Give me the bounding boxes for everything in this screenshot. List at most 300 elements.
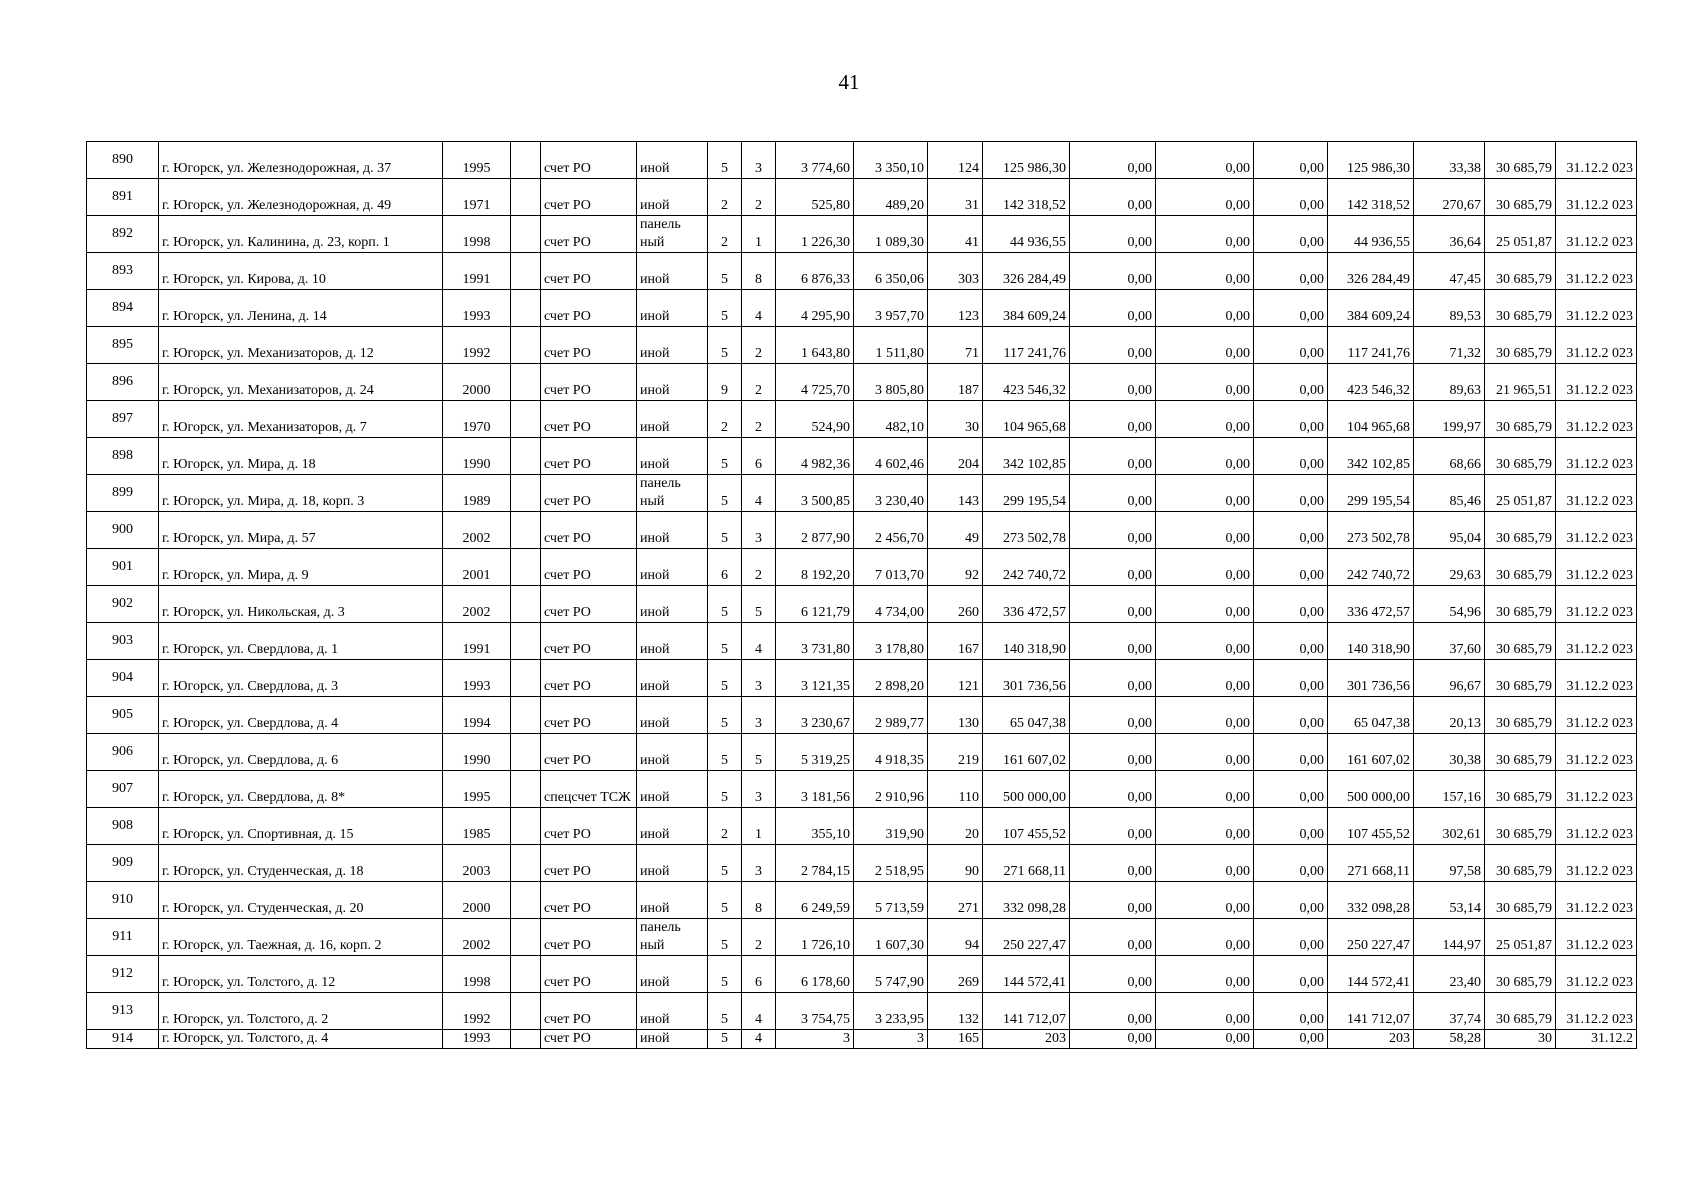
entrances-cell: 2 bbox=[742, 327, 776, 364]
row-number: 897 bbox=[87, 401, 159, 438]
funding-3-cell: 0,00 bbox=[1254, 512, 1328, 549]
total-area-cell: 6 249,59 bbox=[776, 882, 854, 919]
funding-1-cell: 0,00 bbox=[1070, 438, 1156, 475]
cost-per-m2-cell: 95,04 bbox=[1414, 512, 1485, 549]
residents-cell: 41 bbox=[928, 216, 983, 253]
cost-per-m2-cell: 68,66 bbox=[1414, 438, 1485, 475]
row-number: 900 bbox=[87, 512, 159, 549]
year-cell: 1991 bbox=[443, 253, 511, 290]
owners-cost-cell: 65 047,38 bbox=[1328, 697, 1414, 734]
owners-cost-cell: 336 472,57 bbox=[1328, 586, 1414, 623]
deadline-cell: 31.12.2 023 bbox=[1556, 142, 1637, 179]
deadline-cell: 31.12.2 023 bbox=[1556, 290, 1637, 327]
funding-1-cell: 0,00 bbox=[1070, 660, 1156, 697]
floors-cell: 5 bbox=[708, 475, 742, 512]
blank-cell bbox=[511, 142, 541, 179]
living-area-cell: 3 178,80 bbox=[854, 623, 928, 660]
residents-cell: 121 bbox=[928, 660, 983, 697]
cost-per-m2-cell: 270,67 bbox=[1414, 179, 1485, 216]
limit-cost-cell: 30 685,79 bbox=[1485, 808, 1556, 845]
wall-material-cell: панель ный bbox=[637, 216, 708, 253]
address-cell: г. Югорск, ул. Свердлова, д. 8* bbox=[159, 771, 443, 808]
funding-1-cell: 0,00 bbox=[1070, 253, 1156, 290]
cost-per-m2-cell: 96,67 bbox=[1414, 660, 1485, 697]
cost-per-m2-cell: 29,63 bbox=[1414, 549, 1485, 586]
account-type-cell: счет РО bbox=[541, 623, 637, 660]
funding-1-cell: 0,00 bbox=[1070, 364, 1156, 401]
residents-cell: 167 bbox=[928, 623, 983, 660]
wall-material-cell: иной bbox=[637, 438, 708, 475]
funding-1-cell: 0,00 bbox=[1070, 216, 1156, 253]
row-number: 904 bbox=[87, 660, 159, 697]
limit-cost-cell: 25 051,87 bbox=[1485, 475, 1556, 512]
table-row bbox=[87, 438, 1637, 475]
row-number: 896 bbox=[87, 364, 159, 401]
total-cost-cell: 336 472,57 bbox=[983, 586, 1070, 623]
living-area-cell: 3 350,10 bbox=[854, 142, 928, 179]
address-cell: г. Югорск, ул. Кирова, д. 10 bbox=[159, 253, 443, 290]
residents-cell: 130 bbox=[928, 697, 983, 734]
cost-per-m2-cell: 302,61 bbox=[1414, 808, 1485, 845]
owners-cost-cell: 104 965,68 bbox=[1328, 401, 1414, 438]
floors-cell: 5 bbox=[708, 771, 742, 808]
table-row bbox=[87, 401, 1637, 438]
living-area-cell: 1 607,30 bbox=[854, 919, 928, 956]
address-cell: г. Югорск, ул. Свердлова, д. 3 bbox=[159, 660, 443, 697]
row-number: 892 bbox=[87, 216, 159, 253]
account-type-cell: счет РО bbox=[541, 253, 637, 290]
table-row bbox=[87, 993, 1637, 1030]
limit-cost-cell: 30 bbox=[1485, 1030, 1556, 1049]
cost-per-m2-cell: 53,14 bbox=[1414, 882, 1485, 919]
address-cell: г. Югорск, ул. Железнодорожная, д. 37 bbox=[159, 142, 443, 179]
year-cell: 2000 bbox=[443, 364, 511, 401]
entrances-cell: 2 bbox=[742, 179, 776, 216]
address-cell: г. Югорск, ул. Свердлова, д. 4 bbox=[159, 697, 443, 734]
row-number: 911 bbox=[87, 919, 159, 956]
floors-cell: 5 bbox=[708, 919, 742, 956]
residents-cell: 49 bbox=[928, 512, 983, 549]
funding-3-cell: 0,00 bbox=[1254, 364, 1328, 401]
table-row bbox=[87, 845, 1637, 882]
deadline-cell: 31.12.2 023 bbox=[1556, 623, 1637, 660]
address-cell: г. Югорск, ул. Механизаторов, д. 7 bbox=[159, 401, 443, 438]
limit-cost-cell: 30 685,79 bbox=[1485, 179, 1556, 216]
address-cell: г. Югорск, ул. Толстого, д. 4 bbox=[159, 1030, 443, 1049]
year-cell: 1994 bbox=[443, 697, 511, 734]
funding-1-cell: 0,00 bbox=[1070, 401, 1156, 438]
total-cost-cell: 44 936,55 bbox=[983, 216, 1070, 253]
blank-cell bbox=[511, 438, 541, 475]
limit-cost-cell: 30 685,79 bbox=[1485, 142, 1556, 179]
funding-2-cell: 0,00 bbox=[1156, 623, 1254, 660]
wall-material-cell: иной bbox=[637, 882, 708, 919]
table-row bbox=[87, 660, 1637, 697]
funding-3-cell: 0,00 bbox=[1254, 142, 1328, 179]
row-number: 891 bbox=[87, 179, 159, 216]
cost-per-m2-cell: 144,97 bbox=[1414, 919, 1485, 956]
living-area-cell: 2 910,96 bbox=[854, 771, 928, 808]
entrances-cell: 1 bbox=[742, 216, 776, 253]
funding-3-cell: 0,00 bbox=[1254, 1030, 1328, 1049]
row-number: 903 bbox=[87, 623, 159, 660]
residents-cell: 204 bbox=[928, 438, 983, 475]
table-row bbox=[87, 956, 1637, 993]
address-cell: г. Югорск, ул. Механизаторов, д. 24 bbox=[159, 364, 443, 401]
blank-cell bbox=[511, 364, 541, 401]
floors-cell: 5 bbox=[708, 734, 742, 771]
entrances-cell: 4 bbox=[742, 1030, 776, 1049]
address-cell: г. Югорск, ул. Свердлова, д. 1 bbox=[159, 623, 443, 660]
wall-material-cell: иной bbox=[637, 364, 708, 401]
deadline-cell: 31.12.2 bbox=[1556, 1030, 1637, 1049]
account-type-cell: счет РО bbox=[541, 956, 637, 993]
wall-material-cell: иной bbox=[637, 808, 708, 845]
cost-per-m2-cell: 85,46 bbox=[1414, 475, 1485, 512]
limit-cost-cell: 30 685,79 bbox=[1485, 734, 1556, 771]
total-area-cell: 3 774,60 bbox=[776, 142, 854, 179]
table-row bbox=[87, 549, 1637, 586]
wall-material-cell: иной bbox=[637, 512, 708, 549]
residents-cell: 110 bbox=[928, 771, 983, 808]
total-cost-cell: 384 609,24 bbox=[983, 290, 1070, 327]
housing-register-table bbox=[86, 141, 1637, 1049]
year-cell: 1991 bbox=[443, 623, 511, 660]
funding-3-cell: 0,00 bbox=[1254, 993, 1328, 1030]
funding-2-cell: 0,00 bbox=[1156, 586, 1254, 623]
funding-3-cell: 0,00 bbox=[1254, 586, 1328, 623]
account-type-cell: счет РО bbox=[541, 438, 637, 475]
entrances-cell: 4 bbox=[742, 623, 776, 660]
row-number: 905 bbox=[87, 697, 159, 734]
living-area-cell: 4 734,00 bbox=[854, 586, 928, 623]
deadline-cell: 31.12.2 023 bbox=[1556, 993, 1637, 1030]
cost-per-m2-cell: 157,16 bbox=[1414, 771, 1485, 808]
year-cell: 1995 bbox=[443, 771, 511, 808]
row-number: 910 bbox=[87, 882, 159, 919]
wall-material-cell: иной bbox=[637, 660, 708, 697]
deadline-cell: 31.12.2 023 bbox=[1556, 327, 1637, 364]
row-number: 907 bbox=[87, 771, 159, 808]
account-type-cell: счет РО bbox=[541, 179, 637, 216]
funding-1-cell: 0,00 bbox=[1070, 1030, 1156, 1049]
total-cost-cell: 342 102,85 bbox=[983, 438, 1070, 475]
entrances-cell: 8 bbox=[742, 253, 776, 290]
account-type-cell: счет РО bbox=[541, 216, 637, 253]
floors-cell: 9 bbox=[708, 364, 742, 401]
account-type-cell: счет РО bbox=[541, 882, 637, 919]
residents-cell: 271 bbox=[928, 882, 983, 919]
blank-cell bbox=[511, 253, 541, 290]
address-cell: г. Югорск, ул. Таежная, д. 16, корп. 2 bbox=[159, 919, 443, 956]
year-cell: 1993 bbox=[443, 290, 511, 327]
address-cell: г. Югорск, ул. Толстого, д. 2 bbox=[159, 993, 443, 1030]
living-area-cell: 4 602,46 bbox=[854, 438, 928, 475]
blank-cell bbox=[511, 660, 541, 697]
funding-1-cell: 0,00 bbox=[1070, 475, 1156, 512]
address-cell: г. Югорск, ул. Свердлова, д. 6 bbox=[159, 734, 443, 771]
residents-cell: 71 bbox=[928, 327, 983, 364]
cost-per-m2-cell: 33,38 bbox=[1414, 142, 1485, 179]
funding-2-cell: 0,00 bbox=[1156, 993, 1254, 1030]
funding-2-cell: 0,00 bbox=[1156, 956, 1254, 993]
wall-material-cell: иной bbox=[637, 956, 708, 993]
total-area-cell: 4 725,70 bbox=[776, 364, 854, 401]
floors-cell: 5 bbox=[708, 623, 742, 660]
owners-cost-cell: 332 098,28 bbox=[1328, 882, 1414, 919]
address-cell: г. Югорск, ул. Железнодорожная, д. 49 bbox=[159, 179, 443, 216]
wall-material-cell: иной bbox=[637, 586, 708, 623]
limit-cost-cell: 30 685,79 bbox=[1485, 512, 1556, 549]
cost-per-m2-cell: 97,58 bbox=[1414, 845, 1485, 882]
total-area-cell: 3 121,35 bbox=[776, 660, 854, 697]
living-area-cell: 6 350,06 bbox=[854, 253, 928, 290]
wall-material-cell: панель ный bbox=[637, 475, 708, 512]
row-number: 906 bbox=[87, 734, 159, 771]
table-row bbox=[87, 586, 1637, 623]
cost-per-m2-cell: 37,60 bbox=[1414, 623, 1485, 660]
deadline-cell: 31.12.2 023 bbox=[1556, 475, 1637, 512]
deadline-cell: 31.12.2 023 bbox=[1556, 549, 1637, 586]
cost-per-m2-cell: 37,74 bbox=[1414, 993, 1485, 1030]
total-cost-cell: 140 318,90 bbox=[983, 623, 1070, 660]
funding-2-cell: 0,00 bbox=[1156, 919, 1254, 956]
total-area-cell: 525,80 bbox=[776, 179, 854, 216]
funding-3-cell: 0,00 bbox=[1254, 734, 1328, 771]
entrances-cell: 3 bbox=[742, 845, 776, 882]
limit-cost-cell: 25 051,87 bbox=[1485, 919, 1556, 956]
row-number: 908 bbox=[87, 808, 159, 845]
row-number: 902 bbox=[87, 586, 159, 623]
total-cost-cell: 273 502,78 bbox=[983, 512, 1070, 549]
owners-cost-cell: 117 241,76 bbox=[1328, 327, 1414, 364]
blank-cell bbox=[511, 993, 541, 1030]
living-area-cell: 3 805,80 bbox=[854, 364, 928, 401]
limit-cost-cell: 30 685,79 bbox=[1485, 771, 1556, 808]
total-area-cell: 6 178,60 bbox=[776, 956, 854, 993]
register-body bbox=[87, 142, 1637, 1049]
row-number: 895 bbox=[87, 327, 159, 364]
row-number: 909 bbox=[87, 845, 159, 882]
funding-1-cell: 0,00 bbox=[1070, 845, 1156, 882]
funding-1-cell: 0,00 bbox=[1070, 993, 1156, 1030]
year-cell: 1989 bbox=[443, 475, 511, 512]
entrances-cell: 3 bbox=[742, 771, 776, 808]
blank-cell bbox=[511, 771, 541, 808]
total-cost-cell: 203 bbox=[983, 1030, 1070, 1049]
total-cost-cell: 332 098,28 bbox=[983, 882, 1070, 919]
cost-per-m2-cell: 71,32 bbox=[1414, 327, 1485, 364]
entrances-cell: 3 bbox=[742, 512, 776, 549]
row-number: 899 bbox=[87, 475, 159, 512]
limit-cost-cell: 21 965,51 bbox=[1485, 364, 1556, 401]
deadline-cell: 31.12.2 023 bbox=[1556, 660, 1637, 697]
owners-cost-cell: 203 bbox=[1328, 1030, 1414, 1049]
floors-cell: 2 bbox=[708, 179, 742, 216]
total-cost-cell: 500 000,00 bbox=[983, 771, 1070, 808]
year-cell: 1998 bbox=[443, 956, 511, 993]
table-row bbox=[87, 734, 1637, 771]
year-cell: 1985 bbox=[443, 808, 511, 845]
residents-cell: 303 bbox=[928, 253, 983, 290]
blank-cell bbox=[511, 327, 541, 364]
wall-material-cell: иной bbox=[637, 327, 708, 364]
floors-cell: 5 bbox=[708, 697, 742, 734]
address-cell: г. Югорск, ул. Никольская, д. 3 bbox=[159, 586, 443, 623]
account-type-cell: счет РО bbox=[541, 697, 637, 734]
total-area-cell: 6 121,79 bbox=[776, 586, 854, 623]
blank-cell bbox=[511, 808, 541, 845]
account-type-cell: счет РО bbox=[541, 845, 637, 882]
living-area-cell: 5 747,90 bbox=[854, 956, 928, 993]
year-cell: 1993 bbox=[443, 1030, 511, 1049]
owners-cost-cell: 242 740,72 bbox=[1328, 549, 1414, 586]
entrances-cell: 3 bbox=[742, 660, 776, 697]
wall-material-cell: иной bbox=[637, 845, 708, 882]
table-row bbox=[87, 290, 1637, 327]
year-cell: 1998 bbox=[443, 216, 511, 253]
funding-1-cell: 0,00 bbox=[1070, 956, 1156, 993]
funding-2-cell: 0,00 bbox=[1156, 1030, 1254, 1049]
address-cell: г. Югорск, ул. Спортивная, д. 15 bbox=[159, 808, 443, 845]
funding-3-cell: 0,00 bbox=[1254, 290, 1328, 327]
residents-cell: 123 bbox=[928, 290, 983, 327]
limit-cost-cell: 30 685,79 bbox=[1485, 660, 1556, 697]
residents-cell: 132 bbox=[928, 993, 983, 1030]
blank-cell bbox=[511, 734, 541, 771]
table-row bbox=[87, 697, 1637, 734]
deadline-cell: 31.12.2 023 bbox=[1556, 253, 1637, 290]
owners-cost-cell: 326 284,49 bbox=[1328, 253, 1414, 290]
funding-1-cell: 0,00 bbox=[1070, 179, 1156, 216]
entrances-cell: 4 bbox=[742, 475, 776, 512]
funding-1-cell: 0,00 bbox=[1070, 697, 1156, 734]
address-cell: г. Югорск, ул. Мира, д. 18 bbox=[159, 438, 443, 475]
year-cell: 1971 bbox=[443, 179, 511, 216]
account-type-cell: счет РО bbox=[541, 327, 637, 364]
account-type-cell: счет РО bbox=[541, 512, 637, 549]
limit-cost-cell: 30 685,79 bbox=[1485, 401, 1556, 438]
total-area-cell: 524,90 bbox=[776, 401, 854, 438]
owners-cost-cell: 140 318,90 bbox=[1328, 623, 1414, 660]
deadline-cell: 31.12.2 023 bbox=[1556, 586, 1637, 623]
year-cell: 2002 bbox=[443, 586, 511, 623]
total-area-cell: 2 877,90 bbox=[776, 512, 854, 549]
owners-cost-cell: 342 102,85 bbox=[1328, 438, 1414, 475]
funding-2-cell: 0,00 bbox=[1156, 475, 1254, 512]
account-type-cell: счет РО bbox=[541, 142, 637, 179]
limit-cost-cell: 30 685,79 bbox=[1485, 956, 1556, 993]
floors-cell: 2 bbox=[708, 401, 742, 438]
floors-cell: 5 bbox=[708, 142, 742, 179]
total-cost-cell: 271 668,11 bbox=[983, 845, 1070, 882]
blank-cell bbox=[511, 401, 541, 438]
total-cost-cell: 142 318,52 bbox=[983, 179, 1070, 216]
deadline-cell: 31.12.2 023 bbox=[1556, 771, 1637, 808]
wall-material-cell: иной bbox=[637, 734, 708, 771]
deadline-cell: 31.12.2 023 bbox=[1556, 697, 1637, 734]
row-number: 914 bbox=[87, 1030, 159, 1049]
living-area-cell: 1 089,30 bbox=[854, 216, 928, 253]
floors-cell: 2 bbox=[708, 216, 742, 253]
funding-2-cell: 0,00 bbox=[1156, 734, 1254, 771]
deadline-cell: 31.12.2 023 bbox=[1556, 401, 1637, 438]
limit-cost-cell: 30 685,79 bbox=[1485, 290, 1556, 327]
entrances-cell: 6 bbox=[742, 956, 776, 993]
floors-cell: 5 bbox=[708, 1030, 742, 1049]
entrances-cell: 4 bbox=[742, 993, 776, 1030]
owners-cost-cell: 250 227,47 bbox=[1328, 919, 1414, 956]
year-cell: 1990 bbox=[443, 734, 511, 771]
blank-cell bbox=[511, 956, 541, 993]
account-type-cell: счет РО bbox=[541, 660, 637, 697]
blank-cell bbox=[511, 586, 541, 623]
year-cell: 1992 bbox=[443, 993, 511, 1030]
account-type-cell: счет РО bbox=[541, 549, 637, 586]
funding-1-cell: 0,00 bbox=[1070, 586, 1156, 623]
funding-3-cell: 0,00 bbox=[1254, 808, 1328, 845]
deadline-cell: 31.12.2 023 bbox=[1556, 956, 1637, 993]
total-cost-cell: 104 965,68 bbox=[983, 401, 1070, 438]
funding-1-cell: 0,00 bbox=[1070, 512, 1156, 549]
deadline-cell: 31.12.2 023 bbox=[1556, 438, 1637, 475]
total-area-cell: 6 876,33 bbox=[776, 253, 854, 290]
table-row bbox=[87, 1030, 1637, 1049]
year-cell: 1990 bbox=[443, 438, 511, 475]
account-type-cell: счет РО bbox=[541, 586, 637, 623]
floors-cell: 5 bbox=[708, 253, 742, 290]
owners-cost-cell: 423 546,32 bbox=[1328, 364, 1414, 401]
year-cell: 1992 bbox=[443, 327, 511, 364]
limit-cost-cell: 25 051,87 bbox=[1485, 216, 1556, 253]
residents-cell: 20 bbox=[928, 808, 983, 845]
floors-cell: 5 bbox=[708, 438, 742, 475]
entrances-cell: 3 bbox=[742, 697, 776, 734]
account-type-cell: счет РО bbox=[541, 364, 637, 401]
residents-cell: 187 bbox=[928, 364, 983, 401]
table-row bbox=[87, 327, 1637, 364]
floors-cell: 6 bbox=[708, 549, 742, 586]
funding-3-cell: 0,00 bbox=[1254, 882, 1328, 919]
limit-cost-cell: 30 685,79 bbox=[1485, 438, 1556, 475]
cost-per-m2-cell: 30,38 bbox=[1414, 734, 1485, 771]
residents-cell: 269 bbox=[928, 956, 983, 993]
floors-cell: 2 bbox=[708, 808, 742, 845]
wall-material-cell: иной bbox=[637, 290, 708, 327]
funding-2-cell: 0,00 bbox=[1156, 253, 1254, 290]
living-area-cell: 319,90 bbox=[854, 808, 928, 845]
owners-cost-cell: 384 609,24 bbox=[1328, 290, 1414, 327]
blank-cell bbox=[511, 1030, 541, 1049]
deadline-cell: 31.12.2 023 bbox=[1556, 179, 1637, 216]
funding-3-cell: 0,00 bbox=[1254, 253, 1328, 290]
year-cell: 1970 bbox=[443, 401, 511, 438]
account-type-cell: счет РО bbox=[541, 808, 637, 845]
total-area-cell: 1 643,80 bbox=[776, 327, 854, 364]
funding-1-cell: 0,00 bbox=[1070, 142, 1156, 179]
owners-cost-cell: 271 668,11 bbox=[1328, 845, 1414, 882]
total-area-cell: 3 500,85 bbox=[776, 475, 854, 512]
total-cost-cell: 144 572,41 bbox=[983, 956, 1070, 993]
total-cost-cell: 141 712,07 bbox=[983, 993, 1070, 1030]
total-area-cell: 4 295,90 bbox=[776, 290, 854, 327]
wall-material-cell: иной bbox=[637, 771, 708, 808]
entrances-cell: 8 bbox=[742, 882, 776, 919]
cost-per-m2-cell: 89,53 bbox=[1414, 290, 1485, 327]
residents-cell: 260 bbox=[928, 586, 983, 623]
table-row bbox=[87, 179, 1637, 216]
total-cost-cell: 107 455,52 bbox=[983, 808, 1070, 845]
